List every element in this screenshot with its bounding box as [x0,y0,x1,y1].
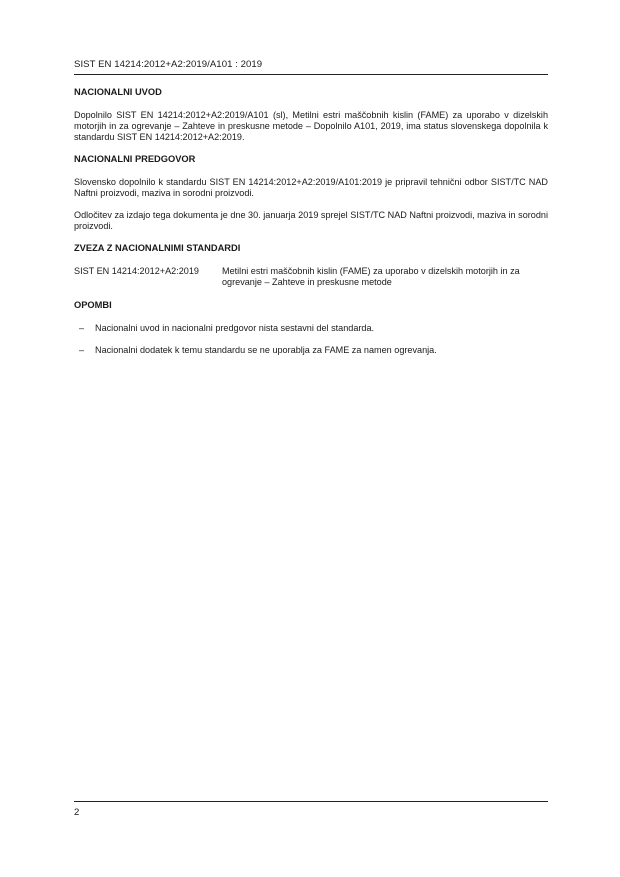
section-opombi [74,300,548,356]
list-item [74,323,548,334]
section-heading-uvod: NACIONALNI UVOD [74,87,162,97]
uvod-paragraph: Dopolnilo SIST EN 14214:2012+A2:2019/A101 (sl), Metilni estri maščobnih kislin (FAME) za uporabo v dizelskih motorjih in za ogrevanje – Zahteve in preskusne metode – Dopolnilo A101, 2019, ima status slovenskega dopolnila k standardu SIST EN 14214:2012+A2:2019. [74,110,548,142]
list-item [74,345,548,356]
note-text: Nacionalni uvod in nacionalni predgovor nista sestavni del standarda. [95,323,375,333]
section-nacionalni-predgovor [74,154,548,232]
document-page [74,0,548,877]
page-number: 2 [74,807,80,818]
running-header: SIST EN 14214:2012+A2:2019/A101 : 2019 [74,59,263,70]
predgovor-paragraph: Slovensko dopolnilo k standardu SIST EN 14214:2012+A2:2019/A101:2019 je pripravil tehnični odbor SIST/TC NAD Naftni proizvodi, maziva in sorodni proizvodi. [74,177,548,198]
section-nacionalni-uvod [74,87,548,143]
section-heading-zveza: ZVEZA Z NACIONALNIMI STANDARDI [74,243,241,253]
standard-title: Metilni estri maščobnih kislin (FAME) za uporabo v dizelskih motorjih in za ogrevanje – Zahteve in preskusne metode [222,266,520,287]
document-body [74,87,548,367]
section-zveza-z-nacionalnimi-standardi [74,243,548,288]
predgovor-paragraph: Odločitev za izdajo tega dokumenta je dne 30. januarja 2019 sprejel SIST/TC NAD Naftni proizvodi, maziva in sorodni proizvodi. [74,210,548,231]
notes-list [74,323,548,356]
footer-rule [74,801,548,802]
section-heading-opombi: OPOMBI [74,300,112,310]
standard-reference-row [74,266,548,288]
standard-code: SIST EN 14214:2012+A2:2019 [74,266,199,276]
note-text: Nacionalni dodatek k temu standardu se ne uporablja za FAME za namen ogrevanja. [95,345,437,355]
section-heading-predgovor: NACIONALNI PREDGOVOR [74,154,196,164]
dash-bullet: – [79,345,85,355]
dash-bullet: – [79,323,85,333]
header-rule [74,74,548,75]
